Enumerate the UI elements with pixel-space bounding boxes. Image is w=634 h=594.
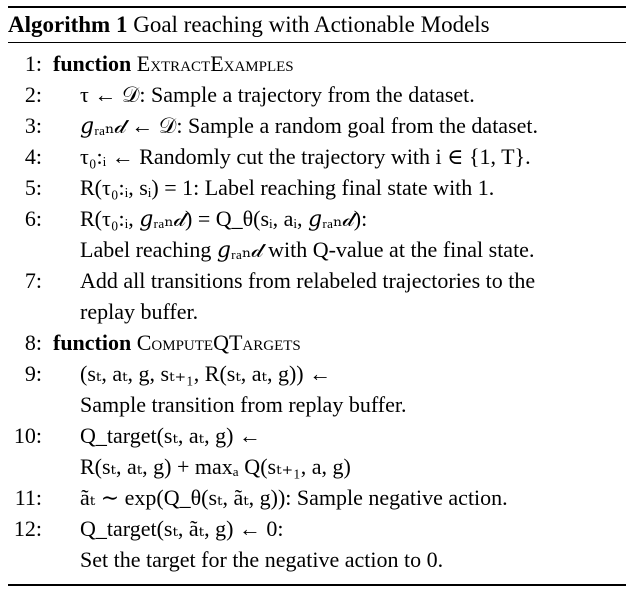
line-text: : Sample negative action. [285,485,508,510]
function-name: ComputeQTargets [136,330,301,355]
line-text-2: . [525,144,531,169]
line-number: 10: [13,423,42,448]
line-text: : [277,516,284,541]
line-number: 4: [24,144,42,169]
line-text: : Sample a random goal from the dataset. [176,113,539,138]
line-number: 7: [24,268,42,293]
algorithm-label: Algorithm 1 [8,12,128,37]
bottom-rule [8,584,626,586]
line-number: 2: [24,82,42,107]
line-math: Q_target(sₜ, aₜ, g) ← [80,423,261,448]
line-math: (sₜ, aₜ, g, sₜ₊₁, R(sₜ, aₜ, g)) ← [80,361,332,386]
line-math: 𝑔ᵣₐₙ𝒹 ← 𝒟 [80,113,177,138]
line-math: τ ← 𝒟 [80,82,140,107]
line-text: : [361,206,368,231]
line-text: Add all transitions from relabeled trajectories to the [80,268,536,293]
algo-line-11 [0,482,634,513]
function-keyword: function [53,330,132,355]
algo-line-12-cont [0,544,634,575]
line-number: 12: [13,516,42,541]
line-text: Sample transition from replay buffer. [80,392,407,417]
function-name: ExtractExamples [136,51,294,76]
title-rule [8,42,626,43]
line-text: Label reaching [80,237,217,262]
line-text: : Label reaching final state with 1. [193,175,495,200]
algorithm-title [8,11,490,39]
algo-line-5 [0,172,634,203]
algo-line-10 [0,420,634,451]
line-math: 𝑔ᵣₐₙ𝒹 [216,237,263,262]
line-number: 3: [24,113,42,138]
algo-line-7-cont [0,296,634,327]
line-math: Q_target(sₜ, ãₜ, g) ← 0 [80,516,278,541]
algo-line-6-cont [0,234,634,265]
line-number: 9: [24,361,42,386]
line-number: 11: [14,485,42,510]
line-math: R(τ₀:ᵢ, 𝑔ᵣₐₙ𝒹) = Q_θ(sᵢ, aᵢ, 𝑔ᵣₐₙ𝒹) [80,206,362,231]
line-math-2: i ∈ {1, T} [435,144,526,169]
line-text-2: with Q-value at the final state. [262,237,535,262]
algo-line-7 [0,265,634,296]
algo-line-9-cont [0,389,634,420]
algo-line-12 [0,513,634,544]
line-math: τ₀:ᵢ ← [80,144,134,169]
line-text: replay buffer. [80,299,199,324]
algo-line-1 [0,48,634,79]
line-number: 1: [24,51,42,76]
line-text: : Sample a trajectory from the dataset. [139,82,475,107]
line-math: ãₜ ∼ exp(Q_θ(sₜ, ãₜ, g)) [80,485,286,510]
line-number: 8: [24,330,42,355]
algorithm-name: Goal reaching with Actionable Models [133,12,490,37]
line-math: R(sₜ, aₜ, g) + maxₐ Q(sₜ₊₁, a, g) [80,454,351,479]
line-number: 6: [24,206,42,231]
line-text: Randomly cut the trajectory with [133,144,436,169]
algo-line-10-cont [0,451,634,482]
algo-line-2 [0,79,634,110]
algo-line-6 [0,203,634,234]
line-number: 5: [24,175,42,200]
line-math: R(τ₀:ᵢ, sᵢ) = 1 [80,175,194,200]
line-text: Set the target for the negative action to 0. [80,547,444,572]
algo-line-8 [0,327,634,358]
top-rule [8,6,626,8]
algo-line-9 [0,358,634,389]
function-keyword: function [53,51,132,76]
algo-line-3 [0,110,634,141]
algo-line-4 [0,141,634,172]
